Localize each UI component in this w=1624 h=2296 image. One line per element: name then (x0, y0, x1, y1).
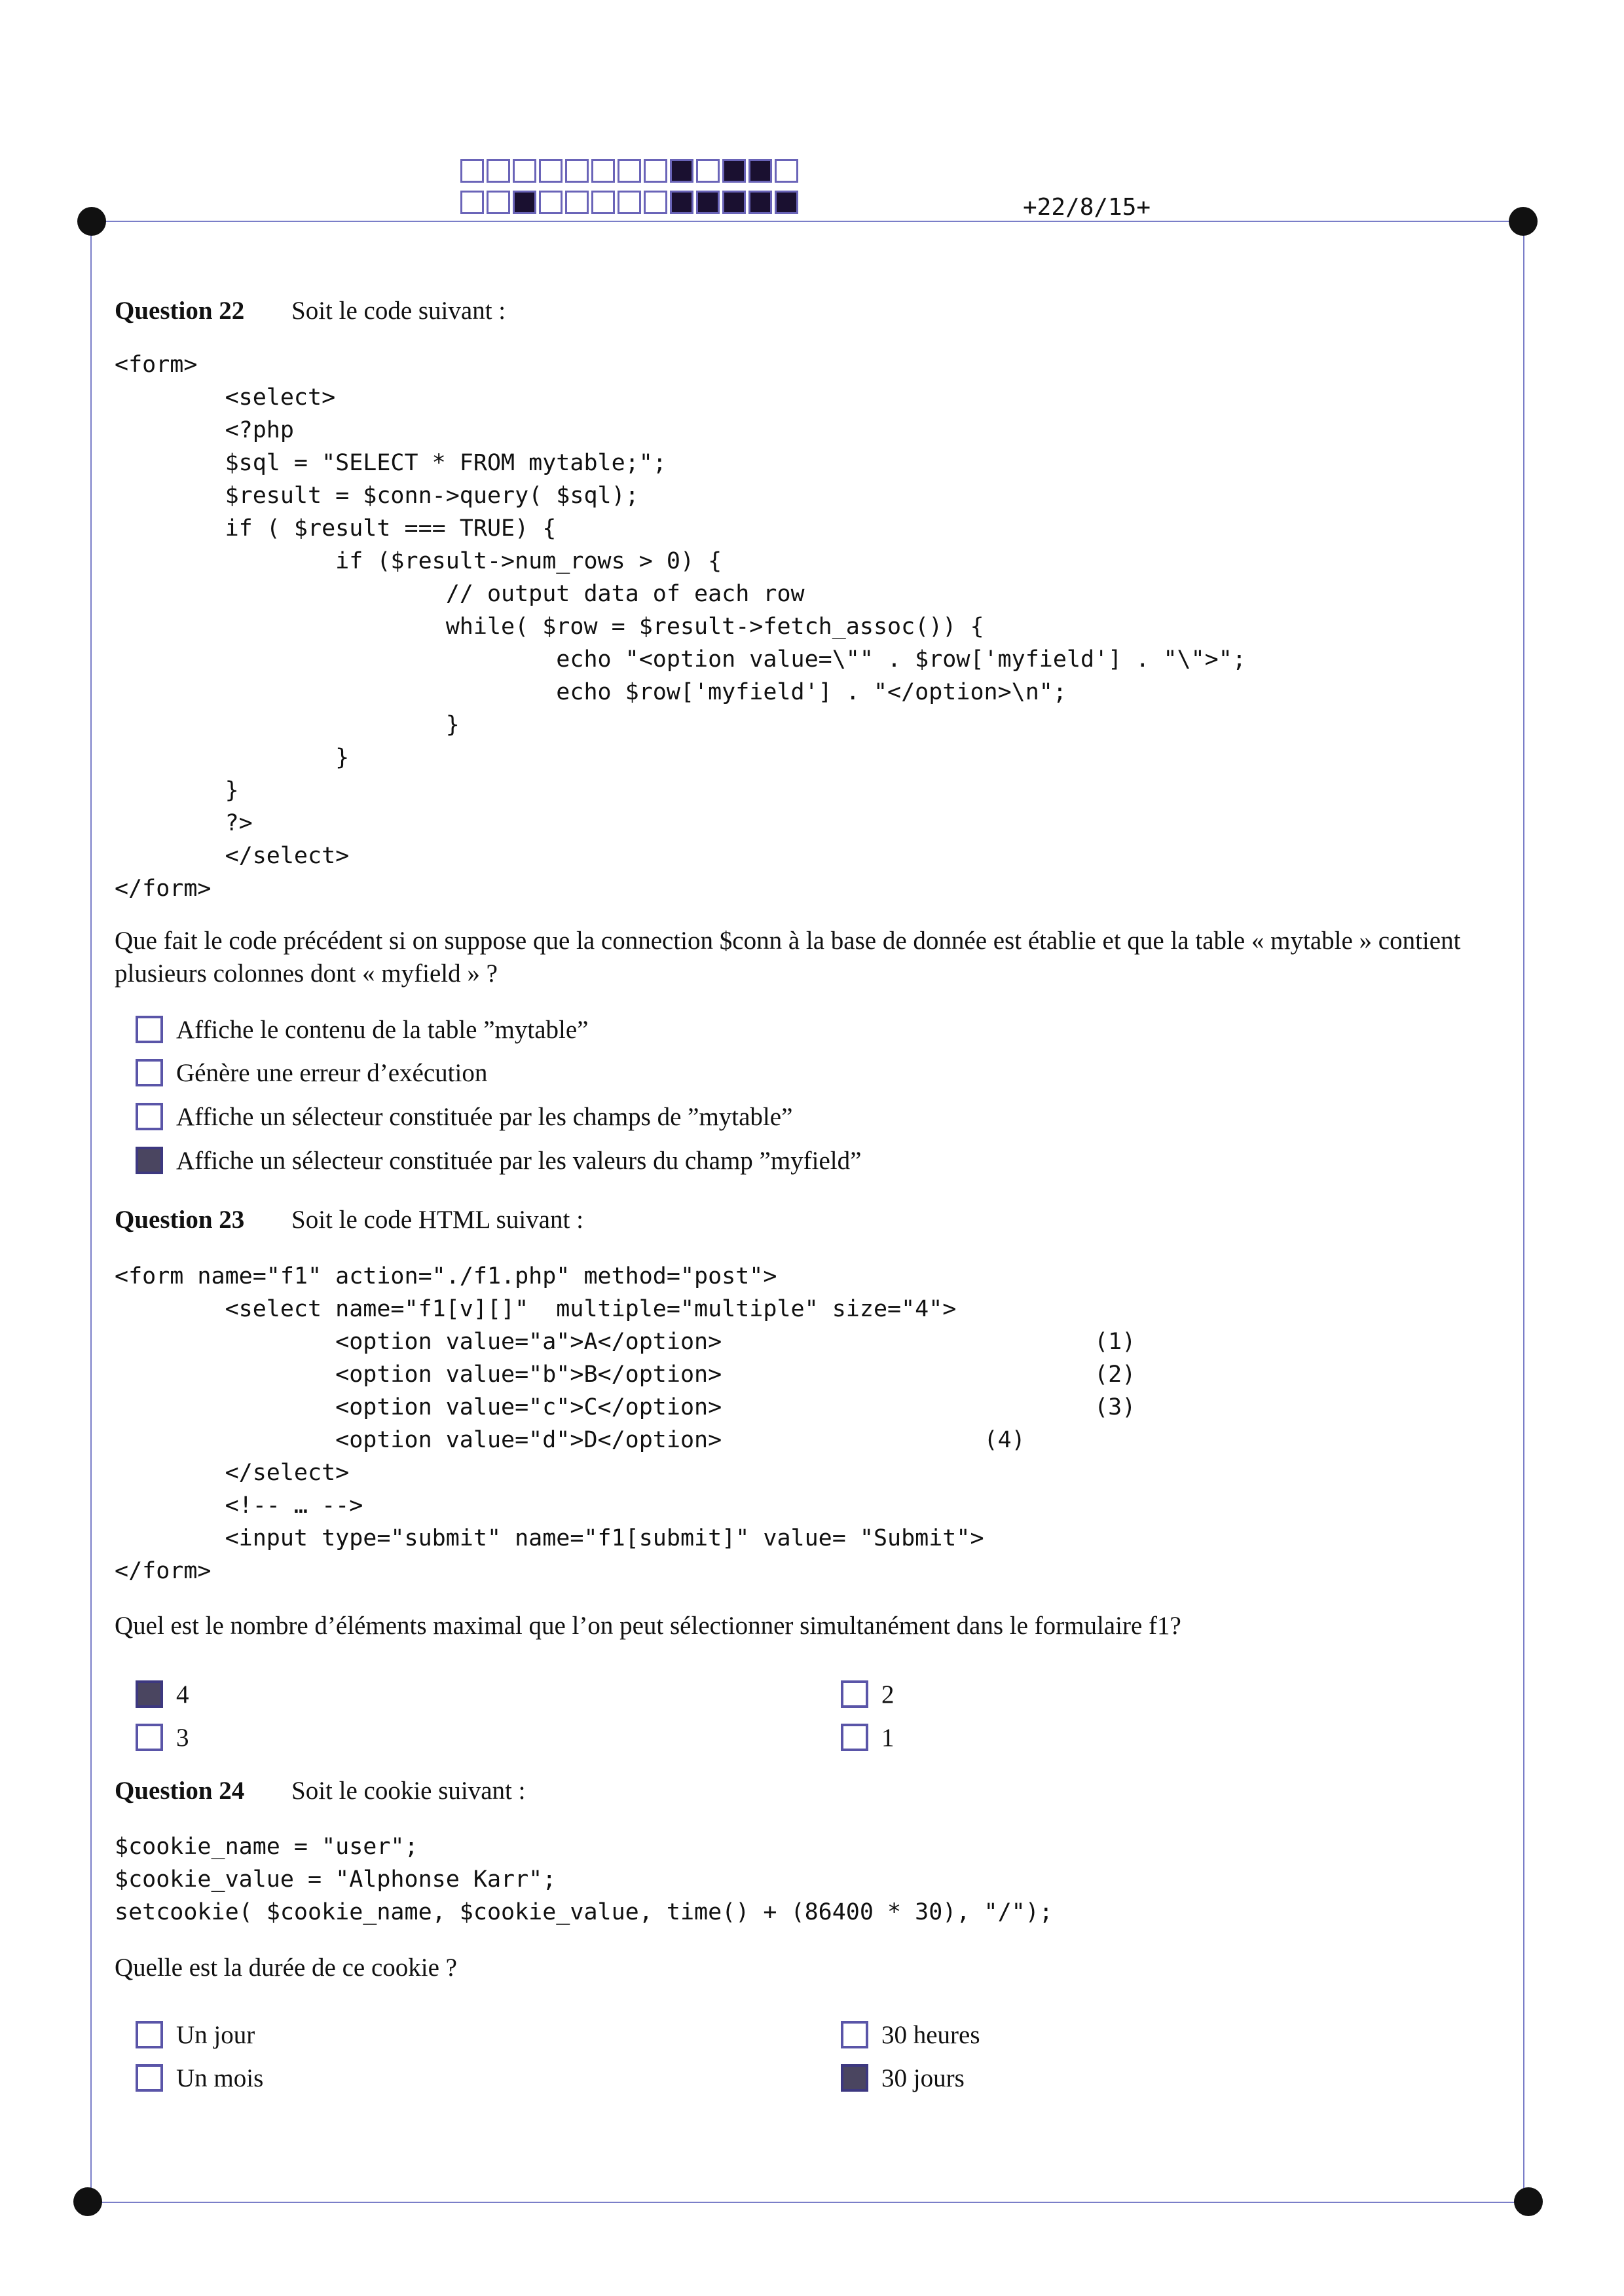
question-22-heading (115, 296, 506, 325)
q22-answer-2[interactable] (136, 1056, 487, 1089)
question-22-intro: Soit le code suivant : (291, 297, 506, 325)
answer-checkbox[interactable] (136, 2064, 163, 2092)
answer-checkbox[interactable] (841, 1724, 868, 1751)
id-grid-cell-empty (539, 159, 563, 183)
answer-checkbox[interactable] (841, 1680, 868, 1708)
answer-label: Un jour (176, 2020, 255, 2049)
answer-checkbox[interactable] (841, 2021, 868, 2048)
answer-label: Un mois (176, 2064, 264, 2092)
id-grid-cell-filled (670, 191, 693, 214)
frame-bottom-line (88, 2202, 1528, 2203)
q24-answer-1[interactable] (136, 2018, 255, 2051)
answer-checkbox[interactable] (136, 1724, 163, 1751)
q24-answer-3[interactable] (841, 2018, 980, 2051)
id-grid-cell-filled (775, 191, 798, 214)
id-grid-top (460, 159, 798, 183)
q22-answer-1[interactable] (136, 1013, 588, 1046)
corner-mark-bottom-left (73, 2187, 102, 2216)
answer-label: Affiche un sélecteur constituée par les valeurs du champ ”myfield” (176, 1146, 862, 1175)
id-grid-cell-empty (696, 159, 720, 183)
question-23-heading (115, 1205, 583, 1234)
id-grid-cell-filled (722, 191, 746, 214)
question-24-number: Question 24 (115, 1777, 245, 1805)
question-24-heading (115, 1776, 525, 1805)
answer-label: 4 (176, 1680, 189, 1709)
frame-right-line (1523, 221, 1524, 2202)
id-grid-cell-filled (696, 191, 720, 214)
id-grid-cell-empty (487, 191, 510, 214)
question-23-number: Question 23 (115, 1206, 245, 1234)
id-grid-cell-empty (644, 191, 667, 214)
id-grid-bottom (460, 191, 798, 214)
id-grid-cell-filled (748, 191, 772, 214)
answer-label: 1 (881, 1723, 895, 1752)
answer-label: Affiche le contenu de la table ”mytable” (176, 1015, 589, 1044)
q23-answer-4[interactable] (841, 1721, 895, 1754)
q23-answer-2[interactable] (136, 1721, 189, 1754)
id-grid-cell-empty (644, 159, 667, 183)
answer-checkbox[interactable] (136, 1147, 163, 1174)
id-grid-cell-empty (591, 191, 615, 214)
id-grid-cell-empty (565, 191, 589, 214)
id-grid-cell-filled (748, 159, 772, 183)
id-grid-cell-empty (460, 191, 484, 214)
answer-checkbox[interactable] (841, 2064, 868, 2092)
question-23-prompt: Quel est le nombre d’éléments maximal que l’on peut sélectionner simultanément dans le formulaire f1? (115, 1612, 1181, 1640)
q23-answer-1[interactable] (136, 1678, 189, 1711)
answer-checkbox[interactable] (136, 1016, 163, 1043)
id-grid-cell-empty (565, 159, 589, 183)
question-24-code: $cookie_name = "user"; $cookie_value = "Alphonse Karr"; setcookie( $cookie_name, $cookie_value, time() + (86400 * 30), "/"); (115, 1834, 1053, 1925)
answer-label: 30 heures (881, 2020, 980, 2049)
page-id: +22/8/15+ (1023, 194, 1151, 221)
id-grid-cell-filled (722, 159, 746, 183)
question-23-code: <form name="f1" action="./f1.php" method="post"> <select name="f1[v][]" multiple="multiple" size="4"> <option value="a">A</option> (1) <option value="b">B</option> (2) <option value="c">C</option> (3) <option value="d">D</option> (4) </select> <!-- … --> <input type="submit" name="f1[submit]" value= "Submit"> </form> (115, 1263, 1136, 1584)
question-22-prompt: Que fait le code précédent si on suppose que la connection $conn à la base de donnée est établie et que la table « mytable » contient plusieurs colonnes dont « myfield » ? (115, 927, 1461, 988)
id-grid-cell-empty (513, 159, 536, 183)
question-22-code: <form> <select> <?php $sql = "SELECT * FROM mytable;"; $result = $conn->query( $sql); if ( $result === TRUE) { if ($result->num_rows > 0) { // output data of each row while( $row = $result->fetch_assoc()) { echo "<option value=\"" . $row['myfield'] . "\">"; echo $row['myfield'] . "</option>\n"; } } } ?> </select> </form> (115, 352, 1246, 902)
id-grid-cell-empty (460, 159, 484, 183)
answer-label: 2 (881, 1680, 895, 1709)
answer-checkbox[interactable] (136, 2021, 163, 2048)
question-23-intro: Soit le code HTML suivant : (291, 1206, 583, 1234)
q22-answer-4[interactable] (136, 1144, 861, 1177)
corner-mark-bottom-right (1514, 2187, 1543, 2216)
frame-left-line (90, 221, 92, 2202)
q24-answer-2[interactable] (136, 2062, 263, 2094)
q24-answer-4[interactable] (841, 2062, 965, 2094)
id-grid-cell-empty (618, 191, 641, 214)
corner-mark-top-left (77, 207, 106, 236)
id-grid-cell-filled (513, 191, 536, 214)
id-grid-cell-filled (670, 159, 693, 183)
corner-mark-top-right (1509, 207, 1538, 236)
answer-label: Génère une erreur d’exécution (176, 1058, 488, 1087)
answer-label: Affiche un sélecteur constituée par les champs de ”mytable” (176, 1102, 793, 1131)
question-22-number: Question 22 (115, 297, 245, 325)
frame-top-line (92, 221, 1524, 222)
question-24-intro: Soit le cookie suivant : (291, 1777, 526, 1805)
id-grid-cell-empty (591, 159, 615, 183)
answer-checkbox[interactable] (136, 1103, 163, 1130)
question-24-prompt: Quelle est la durée de ce cookie ? (115, 1953, 457, 1982)
id-grid-cell-empty (618, 159, 641, 183)
id-grid-cell-empty (539, 191, 563, 214)
q23-answer-3[interactable] (841, 1678, 895, 1711)
answer-label: 3 (176, 1723, 189, 1752)
answer-checkbox[interactable] (136, 1059, 163, 1086)
q22-answer-3[interactable] (136, 1100, 792, 1133)
answer-checkbox[interactable] (136, 1680, 163, 1708)
id-grid-cell-empty (775, 159, 798, 183)
id-grid-cell-empty (487, 159, 510, 183)
answer-label: 30 jours (881, 2064, 965, 2092)
